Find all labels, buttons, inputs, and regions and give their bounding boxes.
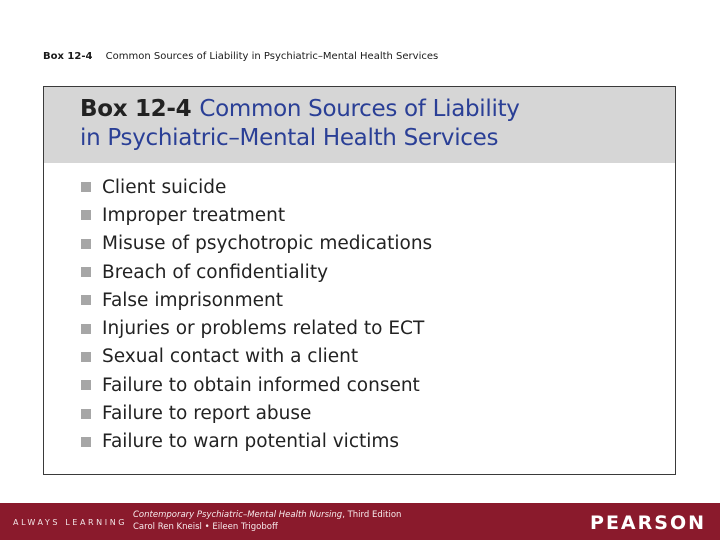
list-item-text: Injuries or problems related to ECT xyxy=(102,318,425,340)
list-item xyxy=(81,314,432,342)
list-item xyxy=(81,428,432,456)
footer-edition: , Third Edition xyxy=(342,510,402,520)
box-heading-line1: Common Sources of Liability xyxy=(199,96,520,122)
square-bullet-icon xyxy=(81,409,91,419)
square-bullet-icon xyxy=(81,324,91,334)
list-item-text: Misuse of psychotropic medications xyxy=(102,233,433,255)
square-bullet-icon xyxy=(81,239,91,249)
footer-bar xyxy=(0,503,720,540)
list-item-text: Breach of confidentiality xyxy=(102,261,329,283)
box-heading-line2: in Psychiatric–Mental Health Services xyxy=(80,125,499,151)
list-item xyxy=(81,173,432,201)
footer-book-title: Contemporary Psychiatric–Mental Health Nursing xyxy=(133,510,343,520)
list-item-text: Failure to warn potential victims xyxy=(102,431,400,453)
square-bullet-icon xyxy=(81,267,91,277)
footer-book-info xyxy=(133,509,401,533)
list-item-text: Failure to report abuse xyxy=(102,403,312,425)
pearson-logo: PEARSON xyxy=(590,512,706,534)
list-item-text: Failure to obtain informed consent xyxy=(102,374,420,396)
list-item-text: Improper treatment xyxy=(102,204,286,226)
liability-list xyxy=(81,173,432,456)
list-item xyxy=(81,201,432,229)
square-bullet-icon xyxy=(81,210,91,220)
box-number: Box 12-4 xyxy=(80,96,192,122)
slide-header-title: Common Sources of Liability in Psychiatric–Mental Health Services xyxy=(105,51,439,62)
list-item xyxy=(81,230,432,258)
list-item xyxy=(81,371,432,399)
box-title xyxy=(80,95,660,153)
square-bullet-icon xyxy=(81,380,91,390)
list-item xyxy=(81,258,432,286)
list-item xyxy=(81,399,432,427)
square-bullet-icon xyxy=(81,182,91,192)
content-box xyxy=(43,86,676,475)
list-item-text: False imprisonment xyxy=(102,289,284,311)
slide-header xyxy=(43,51,438,62)
slide-header-label: Box 12-4 xyxy=(43,51,93,62)
square-bullet-icon xyxy=(81,352,91,362)
footer-tagline: ALWAYS LEARNING xyxy=(13,518,128,527)
list-item xyxy=(81,343,432,371)
list-item-text: Client suicide xyxy=(102,176,227,198)
square-bullet-icon xyxy=(81,295,91,305)
list-item xyxy=(81,286,432,314)
footer-authors: Carol Ren Kneisl • Eileen Trigoboff xyxy=(133,522,278,532)
list-item-text: Sexual contact with a client xyxy=(102,346,359,368)
square-bullet-icon xyxy=(81,437,91,447)
